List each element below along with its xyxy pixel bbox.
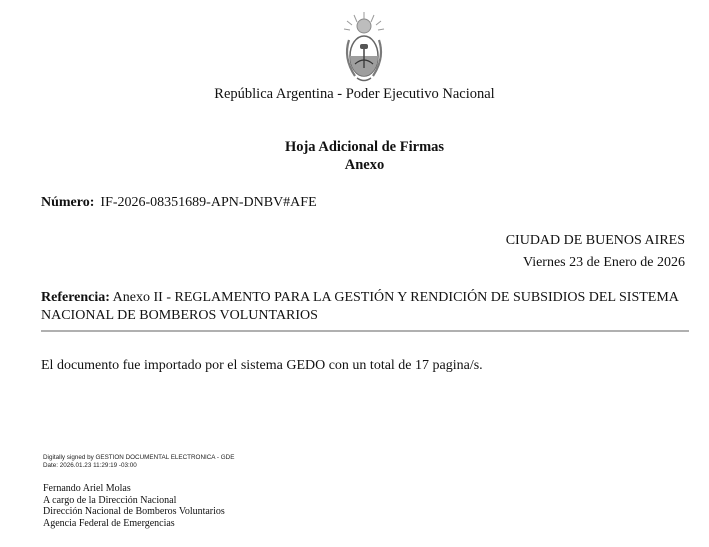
document-date: Viernes 23 de Enero de 2026 (522, 255, 685, 270)
signer-block (43, 483, 225, 529)
reference-text: Anexo II - REGLAMENTO PARA LA GESTIÓN Y RENDICIÓN DE SUBSIDIOS DEL SISTEMA NACIONAL DE BOMBEROS VOLUNTARIOS (41, 290, 679, 323)
body-text: El documento fue importado por el sistema GEDO con un total de 17 pagina/s. (41, 358, 483, 373)
coat-of-arms-icon (341, 10, 387, 86)
digital-signature-date: Date: 2026.01.23 11:29:19 -03:00 (43, 461, 137, 469)
number-label: Número: (41, 195, 95, 210)
digital-signature-stamp (43, 454, 234, 469)
digital-signature-line: Digitally signed by GESTION DOCUMENTAL ELECTRONICA - GDE (43, 454, 235, 461)
signer-agency: Agencia Federal de Emergencias (43, 517, 175, 529)
document-title: Hoja Adicional de Firmas (284, 139, 445, 155)
signer-position: A cargo de la Dirección Nacional (43, 494, 177, 506)
document-subtitle: Anexo (344, 157, 385, 173)
signer-name: Fernando Ariel Molas (43, 483, 131, 494)
government-header: República Argentina - Poder Ejecutivo Nacional (214, 86, 495, 102)
number-value: IF-2026-08351689-APN-DNBV#AFE (100, 195, 317, 210)
city: CIUDAD DE BUENOS AIRES (505, 233, 685, 248)
reference-label: Referencia: (41, 290, 110, 305)
signer-office: Dirección Nacional de Bomberos Voluntarios (43, 506, 225, 518)
reference (41, 289, 689, 325)
divider (41, 330, 689, 332)
document-number (41, 195, 317, 211)
